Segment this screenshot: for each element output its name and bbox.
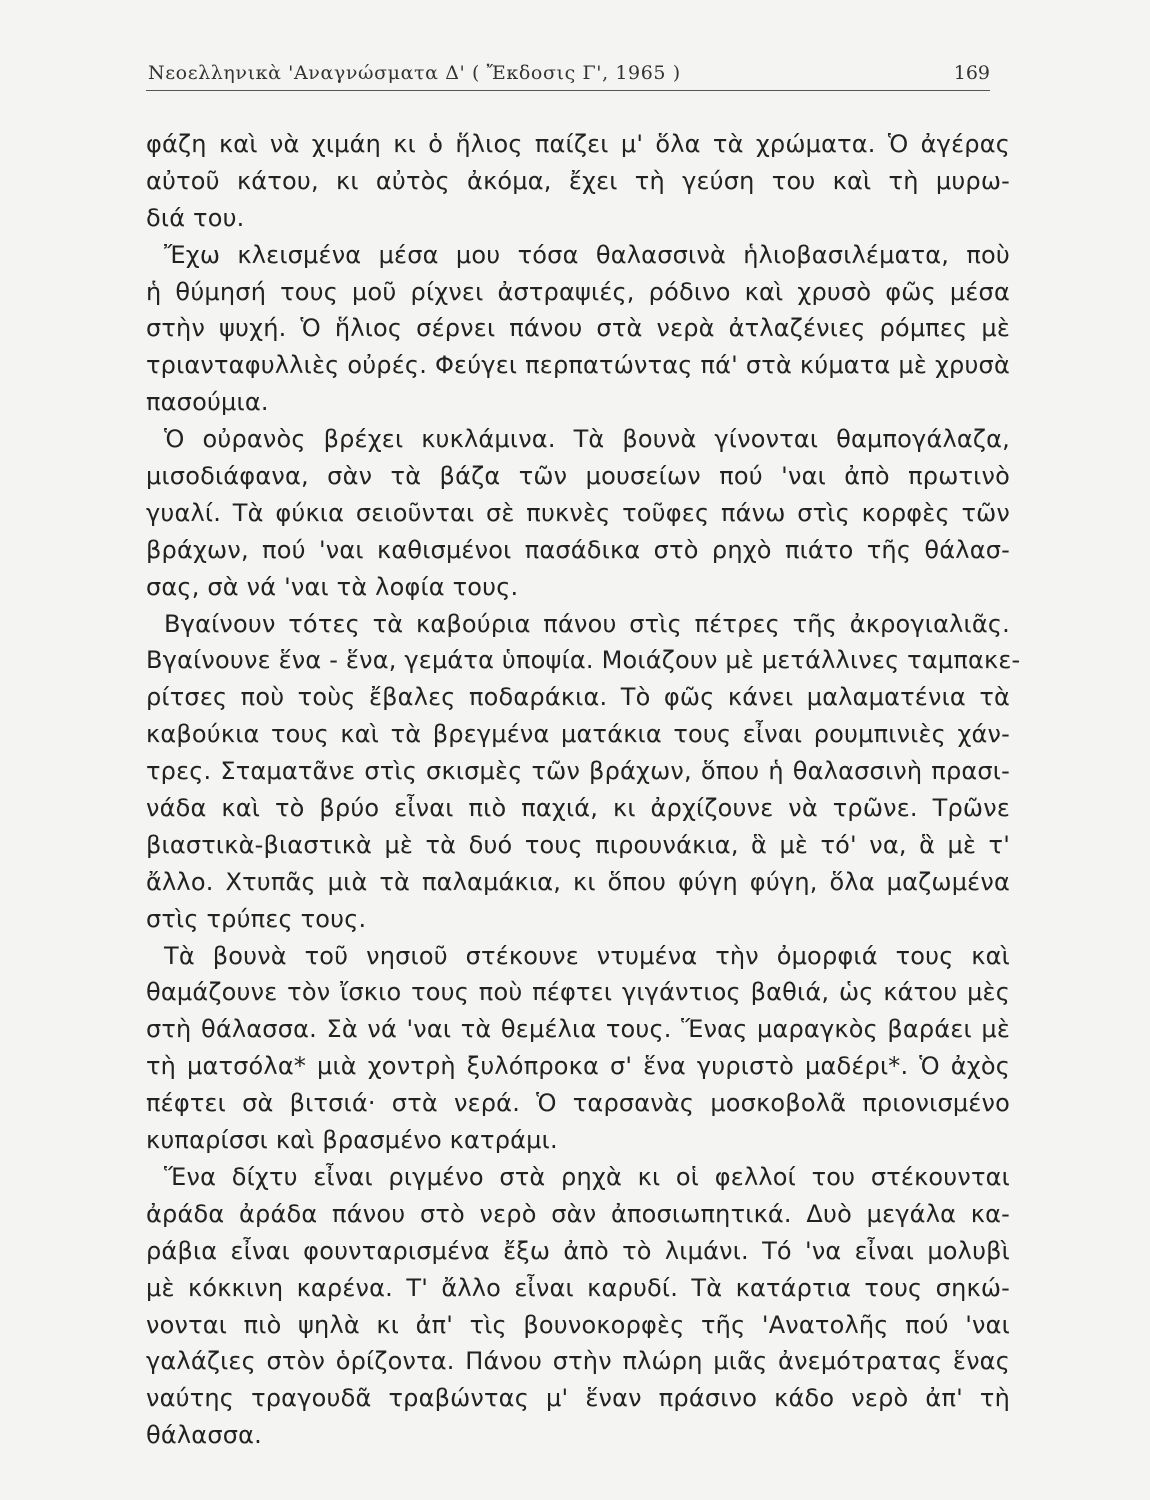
running-header [146, 58, 990, 91]
text-line: Βγαίνουν τότες τὰ καβούρια πάνου στὶς πέτρες τῆς ἀκρογιαλιᾶς. [164, 609, 1010, 638]
text-line: μισοδιάφανα, σὰν τὰ βάζα τῶν μουσείων πού 'ναι ἀπὸ πρωτινὸ [146, 462, 1010, 491]
text-line: βράχων, πού 'ναι καθισμένοι πασάδικα στὸ ρηχὸ πιάτο τῆς θάλασ- [146, 535, 1010, 564]
text-line: γαλάζιες στὸν ὁρίζοντα. Πάνου στὴν πλώρη μιᾶς ἀνεμότρατας ἕνας [146, 1347, 1010, 1376]
text-line: διά του. [146, 203, 245, 232]
text-line: τρες. Σταματᾶνε στὶς σκισμὲς τῶν βράχων, ὅπου ἡ θαλασσινὴ πρασι- [146, 757, 1010, 786]
text-line: ρίτσες ποὺ τοὺς ἔβαλες ποδαράκια. Τὸ φῶς κάνει μαλαματένια τὰ [146, 683, 1010, 712]
text-line: φάζη καὶ νὰ χιμάη κι ὁ ἥλιος παίζει μ' ὅλα τὰ χρώματα. Ὁ ἀγέρας [146, 130, 1010, 158]
text-line: σας, σὰ νά 'ναι τὰ λοφία τους. [146, 572, 519, 601]
text-line: ἡ θύμησή τους μοῦ ρίχνει ἀστραψιές, ρόδινο καὶ χρυσὸ φῶς μέσα [146, 277, 1010, 306]
text-line: βιαστικὰ-βιαστικὰ μὲ τὰ δυό τους πιρουνάκια, ἃ μὲ τό' να, ἃ μὲ τ' [146, 830, 1010, 859]
text-line: Τὰ βουνὰ τοῦ νησιοῦ στέκουνε ντυμένα τὴν ὀμορφιά τους καὶ [164, 941, 1010, 970]
text-line: Ὁ οὐρανὸς βρέχει κυκλάμινα. Τὰ βουνὰ γίνονται θαμπογάλαζα, [164, 425, 1010, 454]
text-line: πασούμια. [146, 388, 269, 417]
text-line: νάδα καὶ τὸ βρύο εἶναι πιὸ παχιά, κι ἀρχίζουνε νὰ τρῶνε. Τρῶνε [146, 794, 1010, 823]
text-line: Ἔχω κλεισμένα μέσα μου τόσα θαλασσινὰ ἡλιοβασιλέματα, ποὺ [164, 240, 1010, 269]
text-line: νονται πιὸ ψηλὰ κι ἀπ' τὶς βουνοκορφὲς τῆς 'Ανατολῆς πού 'ναι [146, 1310, 1010, 1339]
text-line: μὲ κόκκινη καρένα. Τ' ἄλλο εἶναι καρυδί. Τὰ κατάρτια τους σηκώ- [146, 1273, 1010, 1302]
text-line: θάλασσα. [146, 1421, 262, 1450]
text-line: Βγαίνουνε ἕνα - ἕνα, γεμάτα ὑποψία. Μοιάζουν μὲ μετάλλινες ταμπακε- [146, 646, 1021, 675]
text-line: Ἕνα δίχτυ εἶναι ριγμένο στὰ ρηχὰ κι οἱ φελλοί του στέκουνται [164, 1162, 1010, 1191]
text-line: γυαλί. Τὰ φύκια σειοῦνται σὲ πυκνὲς τοῦφες πάνω στὶς κορφὲς τῶν [146, 498, 1010, 527]
text-line: στὴ θάλασσα. Σὰ νά 'ναι τὰ θεμέλια τους. Ἕνας μαραγκὸς βαράει μὲ [146, 1015, 1010, 1044]
text-line: τὴ ματσόλα* μιὰ χοντρὴ ξυλόπροκα σ' ἕνα γυριστὸ μαδέρι*. Ὁ ἀχὸς [146, 1052, 1010, 1081]
text-line: στὶς τρύπες τους. [146, 904, 367, 933]
text-line: τριανταφυλλιὲς οὐρές. Φεύγει περπατώντας πά' στὰ κύματα μὲ χρυσὰ [146, 351, 1010, 380]
text-line: κυπαρίσσι καὶ βρασμένο κατράμι. [146, 1126, 558, 1155]
body-text [146, 126, 1021, 1454]
text-line: ἀράδα ἀράδα πάνου στὸ νερὸ σὰν ἀποσιωπητικά. Δυὸ μεγάλα κα- [146, 1199, 1010, 1228]
text-line: στὴν ψυχή. Ὁ ἥλιος σέρνει πάνου στὰ νερὰ ἀτλαζένιες ρόμπες μὲ [146, 314, 1010, 343]
text-line: ναύτης τραγουδᾶ τραβώντας μ' ἕναν πράσινο κάδο νερὸ ἀπ' τὴ [146, 1384, 1010, 1413]
page-number: 169 [953, 62, 990, 84]
book-title: Νεοελληνικὰ 'Αναγνώσματα Δ' ( Ἔκδοσις Γ', 1965 ) [148, 62, 681, 84]
text-line: αὐτοῦ κάτου, κι αὐτὸς ἀκόμα, ἔχει τὴ γεύση του καὶ τὴ μυρω- [146, 166, 1010, 195]
text-line: ράβια εἶναι φουνταρισμένα ἔξω ἀπὸ τὸ λιμάνι. Τό 'να εἶναι μολυβὶ [146, 1236, 1010, 1265]
text-line: πέφτει σὰ βιτσιά· στὰ νερά. Ὁ ταρσανὰς μοσκοβολᾶ πριονισμένο [146, 1089, 1010, 1118]
text-line: ἄλλο. Χτυπᾶς μιὰ τὰ παλαμάκια, κι ὅπου φύγη φύγη, ὅλα μαζωμένα [146, 867, 1010, 896]
text-line: καβούκια τους καὶ τὰ βρεγμένα ματάκια τους εἶναι ρουμπινιὲς χάν- [146, 720, 1010, 749]
text-line: θαμάζουνε τὸν ἴσκιο τους ποὺ πέφτει γιγάντιος βαθιά, ὡς κάτου μὲς [146, 978, 1010, 1007]
